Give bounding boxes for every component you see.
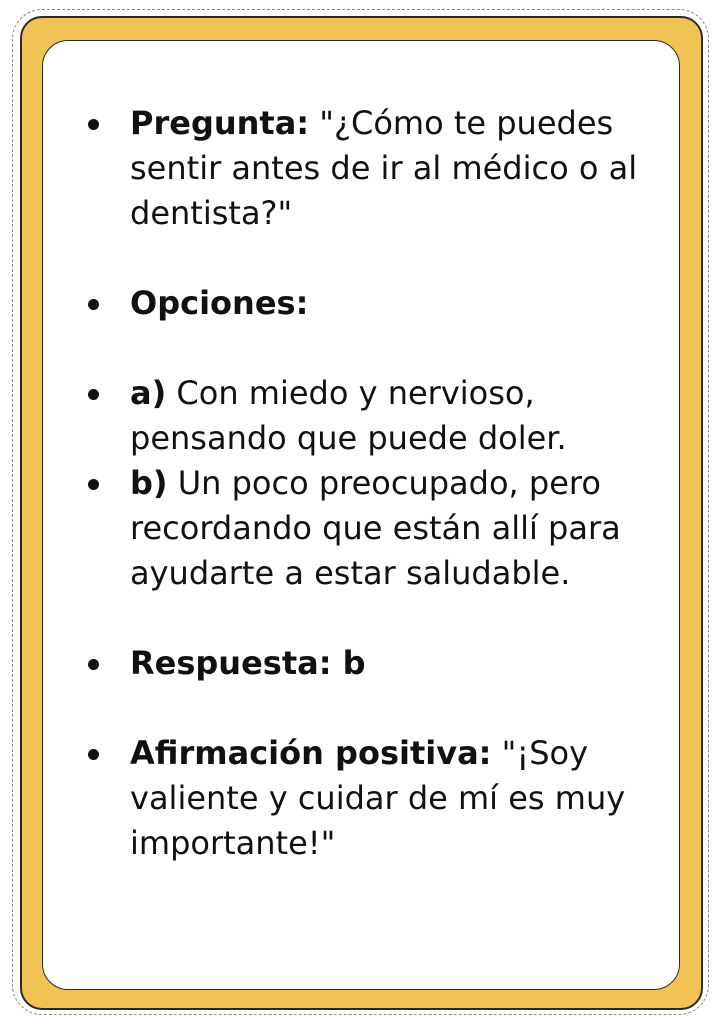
affirmation-text: "¡Soy valiente y cuidar de mí es muy importante!" xyxy=(130,734,626,862)
option-a-label: a) xyxy=(130,374,167,412)
bullet-icon xyxy=(88,119,99,130)
question-item xyxy=(88,101,648,236)
option-a-item xyxy=(88,371,648,461)
spacer xyxy=(88,686,648,731)
option-b-text: Un poco preocupado, pero recordando que están allí para ayudarte a estar saludable. xyxy=(130,464,621,592)
answer-item xyxy=(88,641,648,686)
question-text: "¿Cómo te puedes sentir antes de ir al médico o al dentista?" xyxy=(130,104,638,232)
spacer xyxy=(88,596,648,641)
bullet-icon xyxy=(88,479,99,490)
affirmation-label: Afirmación positiva: xyxy=(130,734,492,772)
bullet-icon xyxy=(88,749,99,760)
option-a-text: Con miedo y nervioso, pensando que puede doler. xyxy=(130,374,567,457)
question-label: Pregunta: xyxy=(130,104,310,142)
spacer xyxy=(88,236,648,281)
affirmation-item xyxy=(88,731,648,866)
card-content xyxy=(88,101,648,866)
spacer xyxy=(88,326,648,371)
options-heading: Opciones: xyxy=(130,284,309,322)
answer-text: Respuesta: b xyxy=(130,644,366,682)
option-b-item xyxy=(88,461,648,596)
bullet-icon xyxy=(88,299,99,310)
option-b-label: b) xyxy=(130,464,168,502)
bullet-icon xyxy=(88,389,99,400)
bullet-icon xyxy=(88,659,99,670)
options-heading-item xyxy=(88,281,648,326)
